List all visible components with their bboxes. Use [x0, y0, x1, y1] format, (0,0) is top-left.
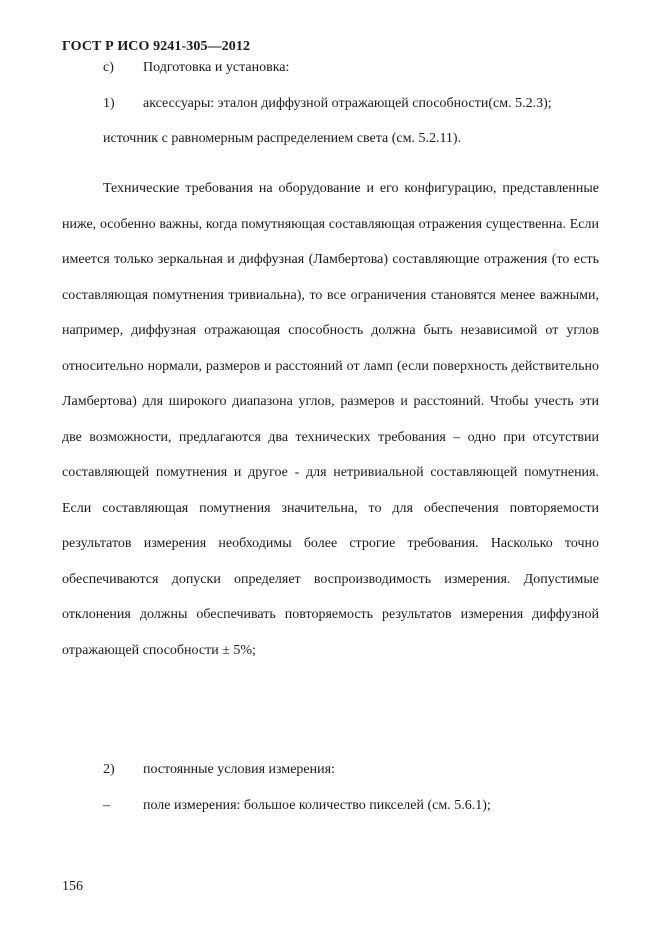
list-marker: с)	[103, 60, 114, 75]
continuation-line: источник с равномерным распределением света (см. 5.2.11).	[103, 131, 462, 146]
list-item-2	[103, 762, 335, 778]
list-item-text: аксессуары: эталон диффузной отражающей способности(см. 5.2.3);	[143, 96, 552, 111]
page-number: 156	[62, 879, 83, 894]
list-item-1	[103, 96, 552, 112]
list-item-text: постоянные условия измерения:	[143, 762, 335, 777]
list-marker: 2)	[103, 762, 115, 777]
list-item-dash	[103, 798, 491, 814]
list-item-text: Подготовка и установка:	[143, 60, 290, 75]
body-paragraph: Технические требования на оборудование и его конфигурацию, представленные ниже, особенно важны, когда помутняющая составляющая отражения существенна. Если имеется только зеркальная и диффузная (Ламбертова) составляющие отражения (то есть составляющая помутнения тривиальна), то все ограничения становятся менее важными, например, диффузная отражающая способность должна быть независимой от углов относительно нормали, размеров и расстояний от ламп (если поверхность действительно Ламбертова) для широкого диапазона углов, размеров и расстояний. Чтобы учесть эти две возможности, предлагаются два технических требования – одно при отсутствии составляющей помутнения и другое - для нетривиальной составляющей помутнения. Если составляющая помутнения значительна, то для обеспечения повторяемости результатов измерения необходимы более строгие требования. Насколько точно обеспечиваются допуски определяет воспроизводимость измерения. Допустимые отклонения должны обеспечивать повторяемость результатов измерения диффузной отражающей способности ± 5%;	[62, 181, 599, 658]
list-item-text: поле измерения: большое количество пикселей (см. 5.6.1);	[143, 798, 491, 813]
list-marker: 1)	[103, 96, 115, 111]
list-item-c	[103, 60, 289, 76]
document-header: ГОСТ Р ИСО 9241-305—2012	[62, 39, 251, 54]
list-marker: –	[103, 798, 110, 813]
